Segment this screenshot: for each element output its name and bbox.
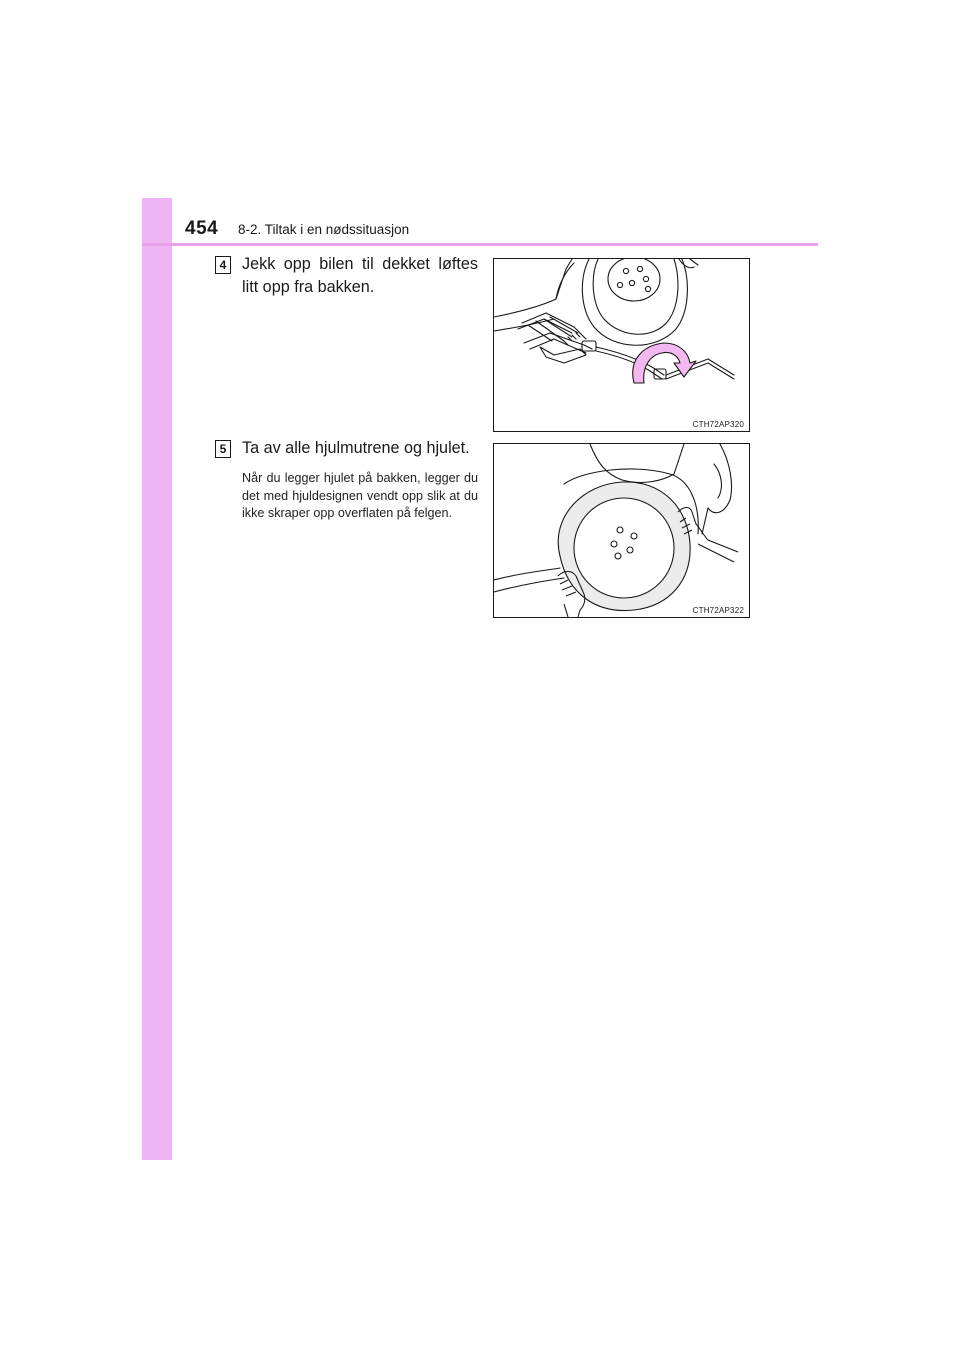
wheel-removal-illustration <box>494 444 749 617</box>
step-4-text: Jekk opp bilen til dekket løftes litt opp fra bakken. <box>242 255 478 296</box>
chapter-side-band <box>142 198 172 1160</box>
header-rule <box>142 243 818 246</box>
figure-wheel-removal <box>493 443 750 618</box>
figure-code-322: CTH72AP322 <box>692 606 744 615</box>
figure-jack-lift <box>493 258 750 432</box>
step-5-note: Når du legger hjulet på bakken, legger du det med hjuldesignen vendt opp slik at du ikke skraper opp overflaten på felgen. <box>242 471 478 521</box>
step-number-4: 4 <box>215 256 231 274</box>
page-number: 454 <box>185 218 219 239</box>
step-5-text: Ta av alle hjulmutrene og hjulet. <box>242 439 470 457</box>
step-number-5: 5 <box>215 440 231 458</box>
section-title: 8-2. Tiltak i en nødssituasjon <box>238 222 410 237</box>
figure-code-320: CTH72AP320 <box>692 420 744 429</box>
jack-illustration <box>494 259 749 431</box>
